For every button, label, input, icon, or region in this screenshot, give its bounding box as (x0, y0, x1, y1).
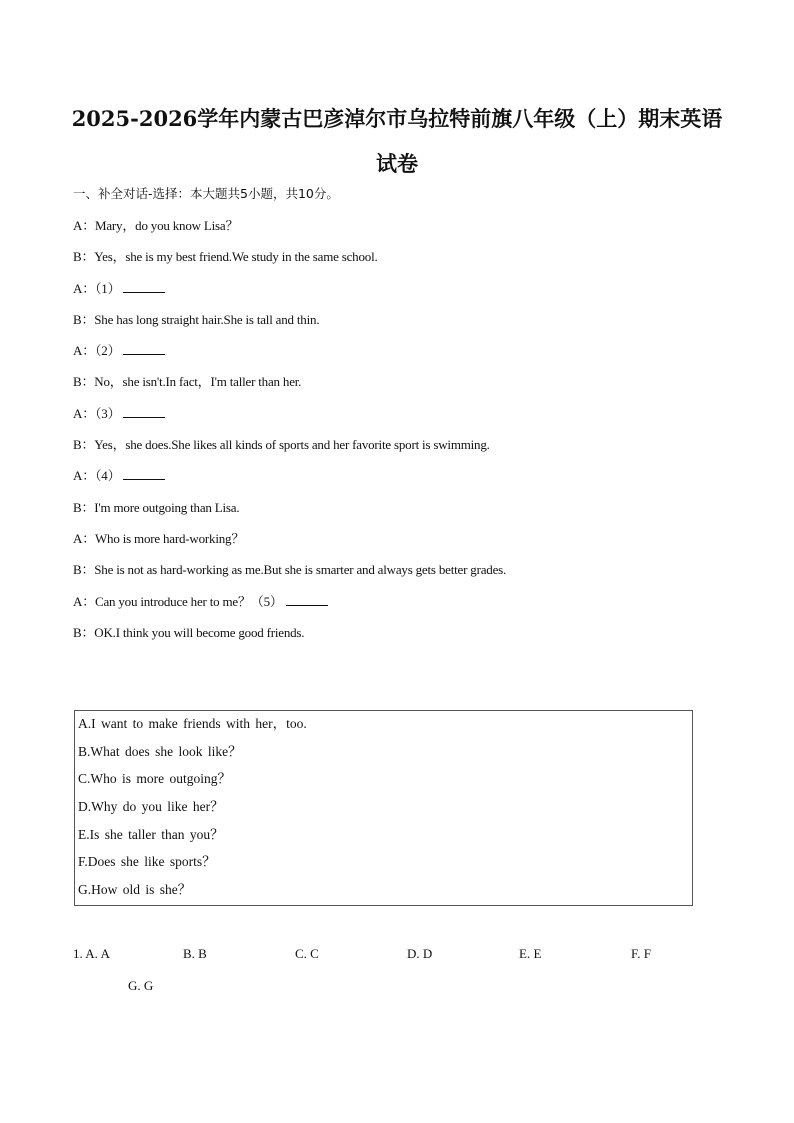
option-e: E.Is she taller than you？ (78, 826, 224, 842)
dialog-line (73, 465, 506, 496)
dialog-line (73, 371, 506, 402)
options-box (74, 710, 693, 906)
dialog-text: B：OK.I think you will become good friends. (73, 624, 305, 640)
dialog-text: A：Can you introduce her to me？（5） (73, 593, 283, 609)
choice-g[interactable]: G. G (128, 978, 154, 993)
choice-d[interactable]: D. D (407, 946, 433, 961)
answer-blank[interactable] (123, 278, 165, 293)
dialog-text: B：She is not as hard-working as me.But she is smarter and always gets better grades. (73, 562, 507, 578)
dialog-text: A：Mary，do you know Lisa？ (73, 218, 239, 233)
option-d: D.Why do you like her？ (78, 799, 224, 815)
dialog-line (73, 591, 506, 622)
answer-blank[interactable] (286, 591, 328, 606)
dialog-line (73, 246, 506, 277)
page-title: 2025-2026学年内蒙古巴彦淖尔市乌拉特前旗八年级（上）期末英语试卷 (71, 106, 723, 176)
dialog-text: B：Yes，she does.She likes all kinds of sports and her favorite sport is swimming. (73, 437, 490, 453)
option-c: C.Who is more outgoing？ (78, 771, 231, 787)
dialog-text: A：Who is more hard-working？ (73, 530, 245, 546)
dialog (73, 215, 506, 653)
section-heading: 一、补全对话-选择：本大题共5小题，共10分。 (73, 186, 339, 201)
dialog-line (73, 622, 506, 653)
dialog-text: A：（3） (73, 405, 121, 421)
dialog-line (73, 340, 506, 371)
dialog-line (73, 528, 506, 559)
option-a: A.I want to make friends with her，too. (78, 716, 307, 731)
dialog-text: A：（2） (73, 343, 121, 359)
dialog-text: A：（4） (73, 468, 121, 484)
choice-b[interactable]: B. B (183, 946, 207, 961)
option-g: G.How old is she？ (78, 882, 192, 898)
dialog-text: B：She has long straight hair.She is tall and thin. (73, 311, 320, 327)
dialog-line (73, 497, 506, 528)
dialog-line (73, 434, 506, 465)
dialog-text: B：Yes，she is my best friend.We study in the same school. (73, 249, 378, 265)
answer-choices (73, 946, 713, 1016)
answer-blank[interactable] (123, 340, 165, 355)
option-f: F.Does she like sports？ (78, 854, 216, 870)
dialog-line (73, 215, 506, 246)
choice-a[interactable]: 1. A. A (73, 946, 110, 961)
choice-e[interactable]: E. E (519, 946, 542, 961)
dialog-text: A：（1） (73, 280, 121, 296)
answer-blank[interactable] (123, 403, 165, 418)
dialog-line (73, 559, 506, 590)
dialog-line (73, 403, 506, 434)
choice-f[interactable]: F. F (631, 946, 651, 961)
dialog-text: B：I'm more outgoing than Lisa. (73, 499, 240, 515)
answer-blank[interactable] (123, 465, 165, 480)
dialog-text: B：No，she isn't.In fact，I'm taller than her. (73, 374, 302, 390)
dialog-line (73, 278, 506, 309)
choice-c[interactable]: C. C (295, 946, 319, 961)
dialog-line (73, 309, 506, 340)
option-b: B.What does she look like？ (78, 743, 242, 759)
